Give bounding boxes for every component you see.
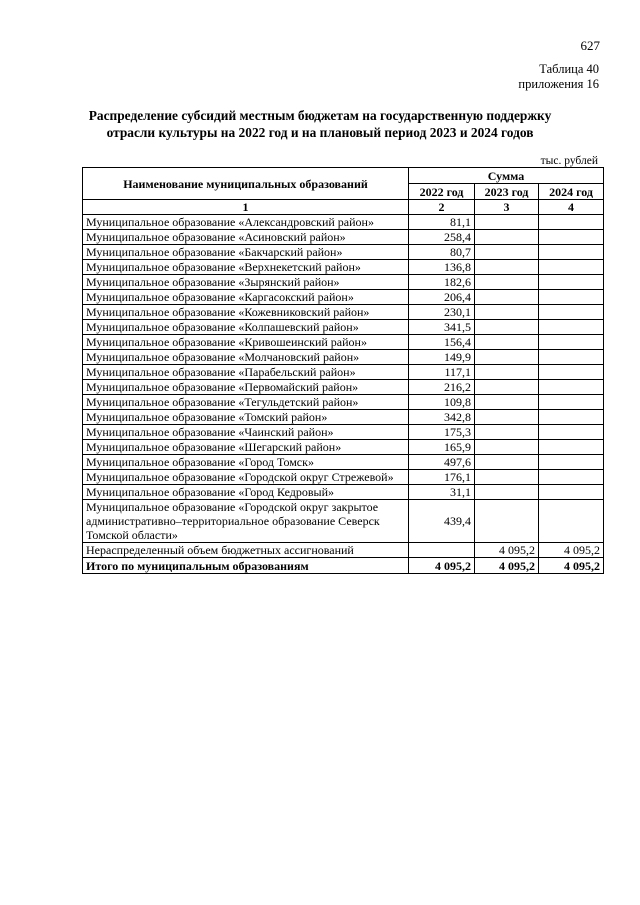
column-header-2023: 2023 год	[475, 184, 539, 200]
column-number-4: 4	[539, 200, 604, 215]
municipality-name: Муниципальное образование «Чаинский район»	[83, 425, 409, 440]
value-2024	[539, 350, 604, 365]
table-reference-line1: Таблица 40	[539, 62, 599, 76]
page-number: 627	[580, 38, 600, 53]
value-2024	[539, 485, 604, 500]
value-2023	[475, 365, 539, 380]
table-row	[83, 543, 604, 558]
table-row	[83, 500, 604, 543]
value-2022: 342,8	[409, 410, 475, 425]
value-2023	[475, 260, 539, 275]
document-title-line2: отрасли культуры на 2022 год и на плановый период 2023 и 2024 годов	[106, 125, 534, 140]
value-2023: 4 095,2	[475, 543, 539, 558]
value-2022: 216,2	[409, 380, 475, 395]
value-2023	[475, 500, 539, 543]
table-row	[83, 380, 604, 395]
municipality-name: Муниципальное образование «Кривошеинский район»	[83, 335, 409, 350]
value-2022: 206,4	[409, 290, 475, 305]
municipality-name: Муниципальное образование «Асиновский район»	[83, 230, 409, 245]
municipality-name: Муниципальное образование «Александровский район»	[83, 215, 409, 230]
value-2023	[475, 455, 539, 470]
value-2024	[539, 380, 604, 395]
value-2024	[539, 305, 604, 320]
value-2024	[539, 335, 604, 350]
table-row	[83, 365, 604, 380]
header-row	[83, 168, 604, 184]
value-2022: 109,8	[409, 395, 475, 410]
value-2022: 230,1	[409, 305, 475, 320]
value-2023	[475, 410, 539, 425]
municipality-name: Муниципальное образование «Город Кедровый»	[83, 485, 409, 500]
municipality-name: Муниципальное образование «Верхнекетский район»	[83, 260, 409, 275]
table-row	[83, 305, 604, 320]
municipality-name: Муниципальное образование «Городской округ Стрежевой»	[83, 470, 409, 485]
table-row	[83, 275, 604, 290]
table-row	[83, 425, 604, 440]
municipality-name: Муниципальное образование «Тегульдетский район»	[83, 395, 409, 410]
column-numbers-row	[83, 200, 604, 215]
value-2024	[539, 410, 604, 425]
total-2022: 4 095,2	[409, 558, 475, 574]
subsidy-table	[82, 167, 604, 574]
municipality-name: Муниципальное образование «Шегарский район»	[83, 440, 409, 455]
document-title	[60, 107, 580, 141]
column-header-2024: 2024 год	[539, 184, 604, 200]
total-2023: 4 095,2	[475, 558, 539, 574]
table-row	[83, 230, 604, 245]
value-2022: 439,4	[409, 500, 475, 543]
table-row	[83, 215, 604, 230]
table-reference	[518, 62, 599, 92]
municipality-name: Муниципальное образование «Каргасокский район»	[83, 290, 409, 305]
value-2024	[539, 440, 604, 455]
value-2024	[539, 365, 604, 380]
value-2023	[475, 425, 539, 440]
municipality-name: Муниципальное образование «Томский район»	[83, 410, 409, 425]
value-2022: 156,4	[409, 335, 475, 350]
table-row	[83, 350, 604, 365]
value-2023	[475, 485, 539, 500]
value-2024	[539, 395, 604, 410]
document-title-line1: Распределение субсидий местным бюджетам на государственную поддержку	[88, 108, 552, 123]
value-2023	[475, 290, 539, 305]
value-2023	[475, 470, 539, 485]
total-label: Итого по муниципальным образованиям	[83, 558, 409, 574]
value-2022: 182,6	[409, 275, 475, 290]
municipality-name: Муниципальное образование «Колпашевский район»	[83, 320, 409, 335]
table-row	[83, 410, 604, 425]
table-row	[83, 260, 604, 275]
table-row	[83, 485, 604, 500]
value-2022: 341,5	[409, 320, 475, 335]
value-2024	[539, 470, 604, 485]
value-2023	[475, 245, 539, 260]
table-row	[83, 335, 604, 350]
column-header-name: Наименование муниципальных образований	[83, 168, 409, 200]
value-2023	[475, 215, 539, 230]
value-2024	[539, 260, 604, 275]
municipality-name: Муниципальное образование «Город Томск»	[83, 455, 409, 470]
value-2024	[539, 230, 604, 245]
value-2024	[539, 275, 604, 290]
value-2023	[475, 320, 539, 335]
value-2022: 80,7	[409, 245, 475, 260]
value-2023	[475, 395, 539, 410]
municipality-name: Муниципальное образование «Городской округ закрытое административно–территориальное образование Северск Томской области»	[83, 500, 409, 543]
municipality-name: Муниципальное образование «Зырянский район»	[83, 275, 409, 290]
column-number-1: 1	[83, 200, 409, 215]
value-2022: 81,1	[409, 215, 475, 230]
value-2023	[475, 380, 539, 395]
value-2023	[475, 305, 539, 320]
value-2024	[539, 425, 604, 440]
value-2022: 136,8	[409, 260, 475, 275]
value-2022: 176,1	[409, 470, 475, 485]
column-header-sum: Сумма	[409, 168, 604, 184]
table-row	[83, 455, 604, 470]
value-2024	[539, 500, 604, 543]
value-2023	[475, 335, 539, 350]
table-row	[83, 320, 604, 335]
value-2024	[539, 290, 604, 305]
value-2024	[539, 320, 604, 335]
value-2022: 31,1	[409, 485, 475, 500]
value-2023	[475, 440, 539, 455]
municipality-name: Муниципальное образование «Кожевниковский район»	[83, 305, 409, 320]
total-row	[83, 558, 604, 574]
table-row	[83, 245, 604, 260]
value-2023	[475, 275, 539, 290]
table-body	[83, 215, 604, 574]
municipality-name: Муниципальное образование «Молчановский район»	[83, 350, 409, 365]
table-row	[83, 395, 604, 410]
value-2022: 497,6	[409, 455, 475, 470]
value-2022: 258,4	[409, 230, 475, 245]
value-2024	[539, 455, 604, 470]
table-row	[83, 440, 604, 455]
municipality-name: Муниципальное образование «Бакчарский район»	[83, 245, 409, 260]
column-number-3: 3	[475, 200, 539, 215]
table-row	[83, 290, 604, 305]
column-number-2: 2	[409, 200, 475, 215]
value-2022: 149,9	[409, 350, 475, 365]
value-2024: 4 095,2	[539, 543, 604, 558]
value-2022	[409, 543, 475, 558]
column-header-2022: 2022 год	[409, 184, 475, 200]
units-label: тыс. рублей	[540, 155, 598, 167]
value-2024	[539, 215, 604, 230]
value-2022: 165,9	[409, 440, 475, 455]
total-2024: 4 095,2	[539, 558, 604, 574]
municipality-name: Муниципальное образование «Первомайский район»	[83, 380, 409, 395]
table-row	[83, 470, 604, 485]
table-reference-line2: приложения 16	[518, 77, 599, 91]
value-2024	[539, 245, 604, 260]
value-2023	[475, 230, 539, 245]
municipality-name: Нераспределенный объем бюджетных ассигнований	[83, 543, 409, 558]
municipality-name: Муниципальное образование «Парабельский район»	[83, 365, 409, 380]
value-2022: 117,1	[409, 365, 475, 380]
value-2023	[475, 350, 539, 365]
value-2022: 175,3	[409, 425, 475, 440]
